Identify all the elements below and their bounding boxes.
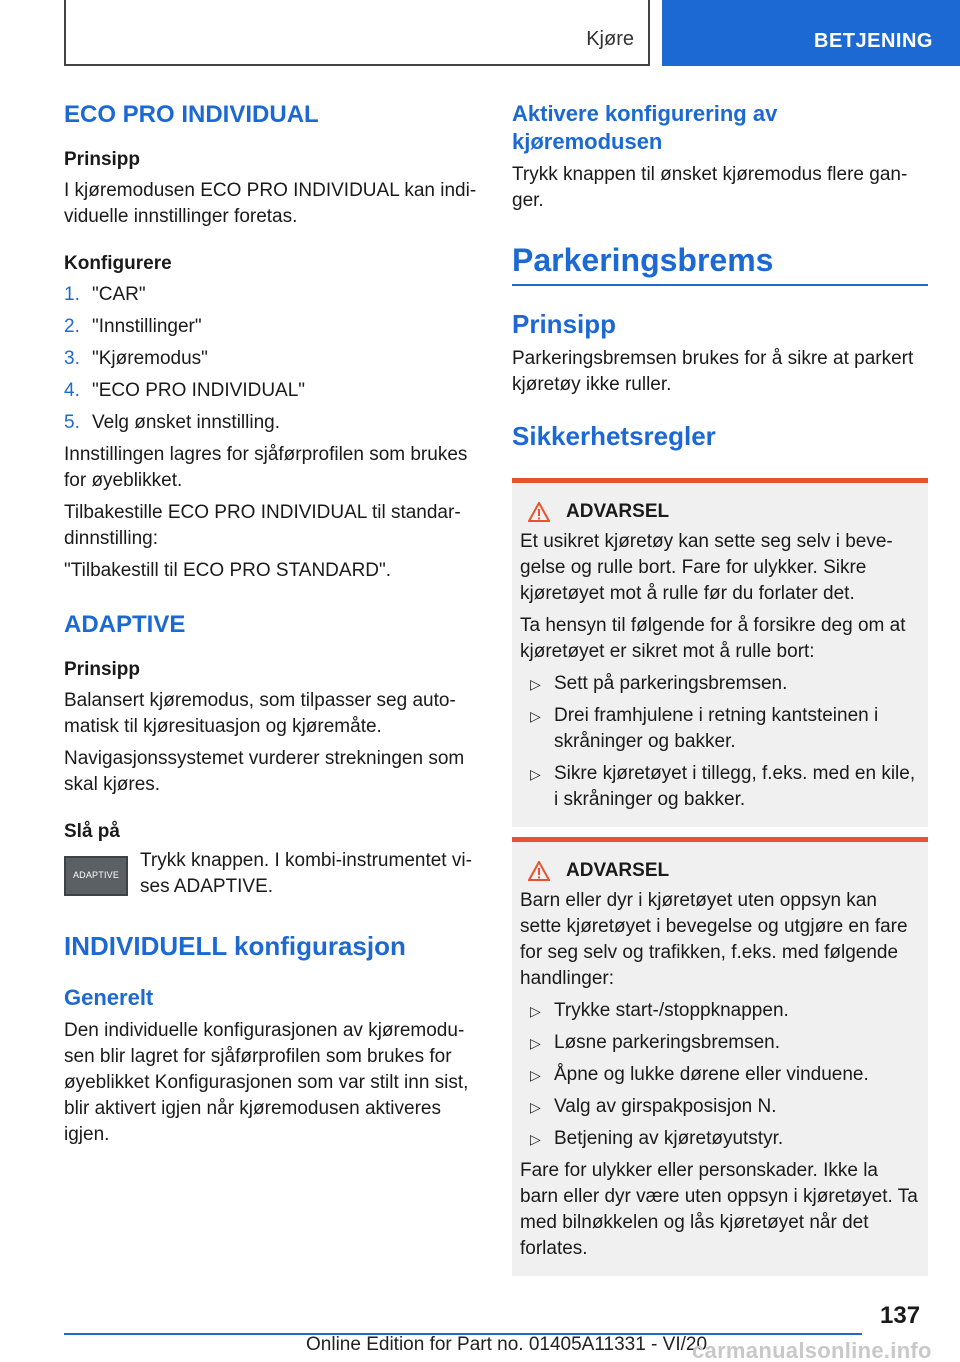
warning-triangle-icon [528, 502, 550, 522]
configure-steps [64, 282, 478, 436]
right-column [512, 100, 928, 1276]
reset-command: "Tilbakestill til ECO PRO STANDARD". [64, 560, 392, 581]
configure-heading: Konfigurere [64, 253, 172, 274]
list-item: 5. Velg ønsket innstilling. [64, 412, 280, 433]
safety-rules-heading: Sikkerhetsregler [512, 421, 716, 451]
eco-pro-individual-heading: ECO PRO INDIVIDUAL [64, 101, 319, 128]
list-item: ▷ Trykke start-/stoppknappen. [520, 998, 920, 1024]
adaptive-text-1: Balansert kjøremodus, som tilpasser seg automatisk til kjøresituasjon og kjøremåte. [64, 690, 456, 737]
bullet-icon: ▷ [530, 1035, 541, 1051]
bullet-icon: ▷ [530, 1131, 541, 1147]
watermark: carmanualsonline.info [692, 1338, 932, 1362]
footer-edition: Online Edition for Part no. 01405A11331 - VI/20 [306, 1334, 708, 1355]
individual-config-heading: INDIVIDUELL konfigurasjon [64, 931, 406, 961]
reset-text: Tilbakestille ECO PRO INDIVIDUAL til standardinnstilling: [64, 502, 461, 549]
warning-title: ADVARSEL [520, 501, 920, 523]
bullet-icon: ▷ [530, 1003, 541, 1019]
page-number: 137 [880, 1302, 921, 1329]
activate-config-heading: Aktivere konfigurering av kjøremodusen [512, 101, 778, 154]
bullet-icon: ▷ [530, 1067, 541, 1083]
eco-principle-text: I kjøremodusen ECO PRO INDIVIDUAL kan individuelle innstillinger foretas. [64, 180, 477, 227]
list-item: ▷ Betjening av kjøretøyutstyr. [520, 1126, 920, 1152]
warning-box [512, 478, 928, 827]
switch-on-text: Trykk knappen. I kombi-instrumentet vises ADAPTIVE. [140, 850, 472, 897]
header-chapter-label: BETJENING [814, 30, 933, 52]
warning-bullets [520, 998, 920, 1152]
list-item: 1. "CAR" [64, 284, 146, 305]
header-frame [64, 0, 650, 66]
activate-config-text: Trykk knappen til ønsket kjøremodus flere ganger. [512, 164, 908, 211]
list-item: 3. "Kjøremodus" [64, 348, 208, 369]
list-item: ▷ Sett på parkeringsbremsen. [520, 671, 920, 697]
list-item: ▷ Sikre kjøretøyet i tillegg, f.eks. med en kile, i skråninger og bakker. [520, 761, 920, 813]
header-section: Kjøre [586, 28, 634, 50]
parking-principle-text: Parkeringsbremsen brukes for å sikre at parkert kjøretøy ikke ruller. [512, 348, 914, 395]
adaptive-button-image: ADAPTIVE [64, 856, 128, 896]
adaptive-heading: ADAPTIVE [64, 611, 186, 638]
warning-triangle-icon [528, 861, 550, 881]
list-item: 2. "Innstillinger" [64, 316, 202, 337]
saved-text: Innstillingen lagres for sjåførprofilen som brukes for øyeblikket. [64, 444, 468, 491]
warning-bullets [520, 671, 920, 813]
warning-text-1: Barn eller dyr i kjøretøyet uten oppsyn kan sette kjøretøyet i bevegelse og utgjøre en fare for seg selv og trafikken, f.eks. med følgende handlinger: [520, 890, 908, 989]
list-item: ▷ Åpne og lukke dørene eller vinduene. [520, 1062, 920, 1088]
parking-brake-heading: Parkeringsbrems [512, 240, 928, 286]
list-item: 4. "ECO PRO INDIVIDUAL" [64, 380, 306, 401]
switch-on-heading: Slå på [64, 821, 120, 842]
warning-text-1: Et usikret kjøretøy kan sette seg selv i bevegelse og rulle bort. Fare for ulykker. Sikre kjøretøyet mot å rulle før du forlater det. [520, 531, 893, 604]
switch-on-row [64, 848, 478, 900]
general-text: Den individuelle konfigurasjonen av kjøremodusen blir lagret for sjåførprofilen som brukes for øyeblikket Konfigurasjonen som var stilt inn sist, blir aktivert igjen når kjøremodusen aktiveres igjen. [64, 1020, 469, 1145]
list-item: ▷ Valg av girspakposisjon N. [520, 1094, 920, 1120]
bullet-icon: ▷ [530, 1099, 541, 1115]
bullet-icon: ▷ [530, 676, 541, 692]
left-column [64, 100, 478, 1148]
bullet-icon: ▷ [530, 708, 541, 724]
general-heading: Generelt [64, 985, 154, 1010]
list-item: ▷ Drei framhjulene i retning kantsteinen i skråninger og bakker. [520, 703, 920, 755]
warning-box [512, 837, 928, 1276]
warning-text-2: Fare for ulykker eller personskader. Ikke la barn eller dyr være uten oppsyn i kjøretøyet. Ta med bilnøkkelen og lås kjøretøyet når det forlates. [520, 1160, 918, 1259]
header-chapter-tab [662, 0, 960, 66]
warning-title: ADVARSEL [520, 860, 920, 882]
parking-principle-heading: Prinsipp [512, 309, 617, 339]
adaptive-text-2: Navigasjonssystemet vurderer strekningen som skal kjøres. [64, 748, 465, 795]
eco-principle-heading: Prinsipp [64, 149, 141, 170]
list-item: ▷ Løsne parkeringsbremsen. [520, 1030, 920, 1056]
bullet-icon: ▷ [530, 766, 541, 782]
warning-text-2: Ta hensyn til følgende for å forsikre deg om at kjøretøyet er sikret mot å rulle bort: [520, 615, 906, 662]
adaptive-principle-heading: Prinsipp [64, 659, 141, 680]
